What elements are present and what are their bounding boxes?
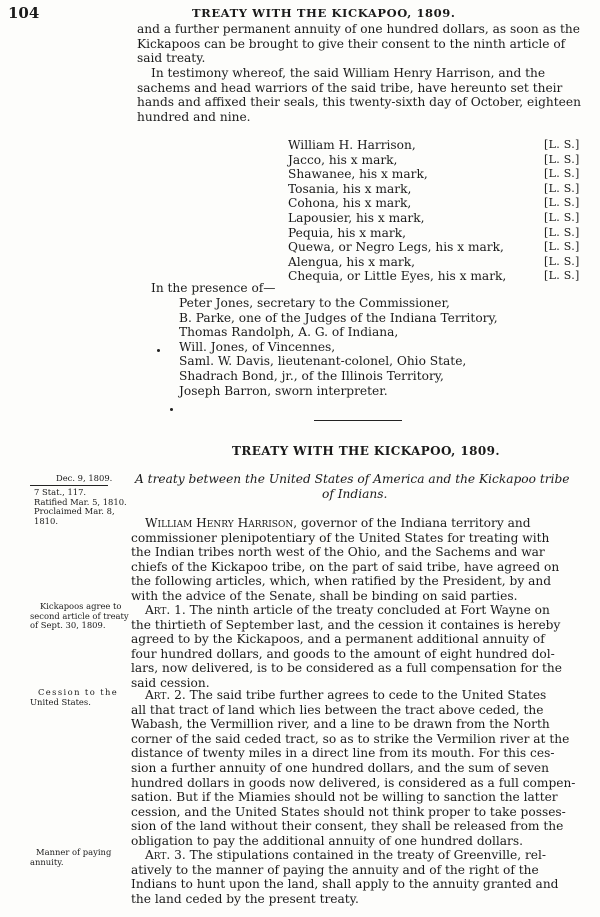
ink-speck	[157, 349, 160, 352]
text-line: atively to the manner of paying the annuity and of the right of the	[131, 862, 539, 877]
text-fragment: , governor of the Indiana territory and	[293, 516, 531, 530]
seal-column	[544, 138, 580, 284]
margin-line: Manner of paying	[36, 847, 112, 857]
signatory: Tosania, his x mark,	[288, 181, 412, 196]
text-line: In testimony whereof, the said William Henry Harrison, and the	[151, 66, 546, 80]
article-3	[131, 848, 558, 906]
article-label: Art. 3.	[145, 848, 186, 862]
signatory: Jacco, his x mark,	[288, 152, 398, 167]
witness: Shadrach Bond, jr., of the Illinois Territory,	[179, 368, 444, 383]
signatory: Shawanee, his x mark,	[288, 167, 428, 182]
paragraph-annuity	[137, 22, 580, 66]
margin-line: Kickapoos agree to	[40, 601, 122, 611]
text-line: hundred and nine.	[137, 109, 251, 124]
text-fragment: The ninth article of the treaty concluded at Fort Wayne on	[185, 603, 550, 617]
seal-mark: [L. S.]	[544, 269, 580, 283]
margin-line: Ratified Mar. 5, 1810.	[34, 496, 127, 507]
seal-mark: [L. S.]	[544, 181, 580, 195]
seal-mark: [L. S.]	[544, 138, 580, 151]
text-line: all that tract of land which lies between the tract above ceded, the	[131, 702, 544, 717]
margin-rule	[30, 485, 108, 486]
presence-heading: In the presence of—	[151, 281, 276, 295]
text-line: agreed to by the Kickapoos, and a permanent additional annuity of	[131, 632, 545, 647]
witness-list	[179, 296, 498, 398]
witness: Joseph Barron, sworn interpreter.	[179, 383, 388, 398]
margin-note-annuity	[30, 848, 111, 867]
page-number: 104	[8, 4, 40, 22]
text-line	[131, 688, 575, 703]
text-line: lars, now delivered, is to be considered as a full compensation for the	[131, 661, 562, 676]
text-line: distance of twenty miles in a direct line from its mouth. For this ces-	[131, 746, 555, 761]
seal-mark: [L. S.]	[544, 167, 580, 181]
text-line: Indians to hunt upon the land, shall apply to the annuity granted and	[131, 877, 559, 892]
running-title: TREATY WITH THE KICKAPOO, 1809.	[192, 6, 456, 20]
margin-note-kickapoos	[30, 602, 129, 631]
seal-mark: [L. S.]	[544, 240, 580, 254]
witness: Thomas Randolph, A. G. of Indiana,	[179, 325, 399, 340]
text-line: sation. But if the Miamies should not be willing to sanction the latter	[131, 790, 558, 805]
seal-mark: [L. S.]	[544, 152, 580, 166]
text-line: commissioner plenipotentiary of the United States for treating with	[131, 530, 550, 545]
text-line: the land ceded by the present treaty.	[131, 891, 359, 906]
signatory-list	[288, 138, 506, 284]
paragraph-testimony	[137, 66, 581, 124]
text-line: and a further permanent annuity of one hundred dollars, as soon as the	[137, 22, 580, 36]
commissioner-name: William Henry Harrison	[145, 516, 294, 530]
ink-speck	[170, 408, 173, 411]
text-line: sion a further annuity of one hundred dollars, and the sum of seven	[131, 760, 549, 775]
article-label: Art. 2.	[145, 688, 186, 702]
margin-line: of Sept. 30, 1809.	[30, 620, 106, 631]
margin-date: Dec. 9, 1809.	[56, 473, 113, 483]
margin-line: Cession to the	[38, 687, 119, 697]
text-line: hands and affixed their seals, this twenty-sixth day of October, eighteen	[137, 95, 581, 110]
signatory: Lapousier, his x mark,	[288, 210, 425, 225]
signatory: Quewa, or Negro Legs, his x mark,	[288, 240, 504, 255]
witness: Will. Jones, of Vincennes,	[179, 339, 336, 354]
text-line: four hundred dollars, and goods to the amount of eight hundred dol-	[131, 646, 555, 661]
text-line: the thirtieth of September last, and the cession it containes is hereby	[131, 617, 561, 632]
text-line: the Indian tribes north west of the Ohio, and the Sachems and war	[131, 545, 545, 560]
text-fragment: The said tribe further agrees to cede to the United States	[185, 688, 547, 702]
margin-line: second article of treaty	[30, 610, 129, 621]
text-line: cession, and the United States should not think proper to take posses-	[131, 804, 566, 819]
signatory: Pequia, his x mark,	[288, 225, 406, 240]
text-line	[131, 848, 558, 863]
treaty-subtitle-line: of Indians.	[322, 487, 388, 501]
signatory: William H. Harrison,	[288, 138, 416, 152]
treaty-subtitle-line: A treaty between the United States of America and the Kickapoo tribe	[135, 472, 570, 486]
signatory: Cohona, his x mark,	[288, 196, 412, 211]
text-fragment: The stipulations contained in the treaty of Greenville, rel-	[185, 848, 547, 862]
margin-line: Proclaimed Mar. 8,	[34, 506, 115, 517]
text-line: said treaty.	[137, 51, 206, 66]
seal-mark: [L. S.]	[544, 210, 580, 224]
text-line: corner of the said ceded tract, so as to strike the Vermilion river at the	[131, 731, 570, 746]
article-2	[131, 688, 575, 849]
seal-mark: [L. S.]	[544, 254, 580, 268]
margin-stat	[34, 488, 127, 526]
text-line: obligation to pay the additional annuity of one hundred dollars.	[131, 833, 523, 848]
text-line: sion of the land without their consent, they shall be released from the	[131, 819, 564, 834]
witness: Saml. W. Davis, lieutenant-colonel, Ohio State,	[179, 354, 467, 369]
margin-line: annuity.	[30, 856, 64, 867]
preamble	[131, 516, 559, 604]
text-line	[131, 603, 562, 618]
article-label: Art. 1.	[145, 603, 186, 617]
margin-note-cession	[30, 688, 118, 707]
text-line: sachems and head warriors of the said tribe, have hereunto set their	[137, 80, 563, 95]
article-1	[131, 603, 562, 691]
text-line: Kickapoos can be brought to give their consent to the ninth article of	[137, 36, 566, 51]
text-line: Wabash, the Vermillion river, and a line to be drawn from the North	[131, 717, 550, 732]
text-line: the following articles, which, when ratified by the President, by and	[131, 574, 551, 589]
margin-line: 7 Stat., 117.	[34, 487, 87, 497]
seal-mark: [L. S.]	[544, 225, 580, 239]
seal-mark: [L. S.]	[544, 196, 580, 210]
witness: B. Parke, one of the Judges of the Indiana Territory,	[179, 310, 498, 325]
section-divider	[314, 420, 402, 421]
signatory: Chequia, or Little Eyes, his x mark,	[288, 269, 507, 284]
text-line: hundred dollars in goods now delivered, is considered as a full compen-	[131, 775, 576, 790]
signatory: Alengua, his x mark,	[288, 254, 415, 269]
witness: Peter Jones, secretary to the Commissioner,	[179, 296, 450, 310]
margin-line: 1810.	[34, 515, 58, 526]
text-line	[131, 516, 559, 531]
treaty-title: TREATY WITH THE KICKAPOO, 1809.	[232, 444, 500, 458]
text-line: with the advice of the Senate, shall be binding on said parties.	[131, 588, 518, 603]
text-line: chiefs of the Kickapoo tribe, on the part of said tribe, have agreed on	[131, 559, 560, 574]
margin-line: United States.	[30, 696, 91, 707]
text-line: said cession.	[131, 675, 210, 690]
